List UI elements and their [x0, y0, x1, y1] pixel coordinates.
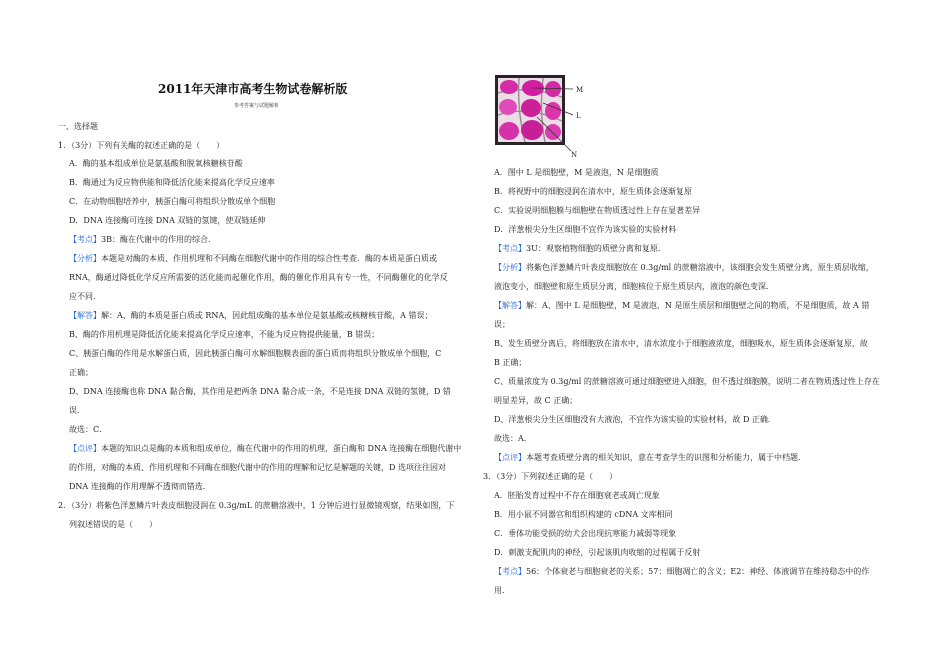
line-text: D．DNA 连接酶可连接 DNA 双链的氢键，使双链延伸 [69, 216, 266, 225]
line-text: A．图中 L 是细胞壁，M 是液泡，N 是细胞质 [494, 168, 659, 177]
section-tag: 【考点】 [494, 244, 526, 253]
line-text: 解：A、图中 L 是细胞壁，M 是液泡，N 是原生质层和细胞壁之间的物质，不是细胞质，故 A 错 [526, 301, 870, 310]
left-line [69, 215, 265, 226]
right-line [494, 452, 806, 463]
line-text: 故选：A． [494, 434, 532, 443]
right-line [494, 186, 692, 197]
line-text: 2．（3分）将紫色洋葱鳞片叶表皮细胞浸润在 0.3g/mL 的蔗糖溶液中，1 分钟后进行显微镜观察，结果如图，下 [58, 501, 455, 510]
line-text: 本题是对酶的本质、作用机理和不同酶在细胞代谢中的作用的综合性考查．酶的本质是蛋白质或 [101, 254, 437, 263]
line-text: 1．（3分）下列有关酶的叙述正确的是（ ） [58, 141, 225, 150]
line-text: 应不同． [69, 292, 101, 301]
line-text: 故选：C． [69, 425, 108, 434]
right-line [494, 414, 776, 425]
line-text: C、胰蛋白酶的作用是水解蛋白质，因此胰蛋白酶可水解细胞膜表面的蛋白质而将组织分散成单个细胞，C [69, 349, 442, 358]
left-line [69, 405, 85, 416]
line-text: 用． [494, 586, 510, 595]
right-line [494, 205, 700, 216]
line-text: C、质量浓度为 0.3g/ml 的蔗糖溶液可通过细胞壁进入细胞，但不透过细胞膜，说明二者在物质透过性上存在 [494, 377, 880, 386]
line-text: 误． [69, 406, 85, 415]
right-line [494, 262, 874, 273]
document-title: 2011年天津市高考生物试卷解析版 [158, 82, 348, 96]
line-text: 3U：观察植物细胞的质壁分离和复原． [526, 244, 666, 253]
line-text: 56：个体衰老与细胞衰老的关系；57：细胞凋亡的含义；E2：神经、体液调节在维持稳态中的作 [526, 567, 870, 576]
line-text: B、酶的作用机理是降低活化能来提高化学反应速率，不能为反应物提供能量，B 错误； [69, 330, 380, 339]
line-text: B 正确； [494, 358, 527, 367]
line-text: B．将视野中的细胞浸润在清水中，原生质体会逐渐复原 [494, 187, 692, 196]
line-text: 3．（3分）下列叙述正确的是（ ） [483, 472, 618, 481]
line-text: B．用小鼠不同器官和组织构建的 cDNA 文库相同 [494, 510, 673, 519]
left-line [69, 177, 275, 188]
line-text: DNA 连接酶的作用理解不透彻而错选． [69, 482, 211, 491]
right-line [494, 433, 532, 444]
line-text: C．垂体功能受损的幼犬会出现抗寒能力减弱等现象 [494, 529, 677, 538]
line-text: D．洋葱根尖分生区细胞不宜作为该实验的实验材料 [494, 225, 677, 234]
section-tag: 【点评】 [69, 444, 101, 453]
line-text: B．酶通过为反应物供能和降低活化能来提高化学反应速率 [69, 178, 275, 187]
left-line [69, 329, 379, 340]
vacuole-5 [521, 99, 541, 117]
section-tag: 【考点】 [494, 567, 526, 576]
right-line [494, 585, 510, 596]
line-text: D．刺激支配肌肉的神经，引起该肌肉收缩的过程属于反射 [494, 548, 701, 557]
section-tag: 【解答】 [69, 311, 101, 320]
vacuole-7 [499, 122, 519, 140]
line-text: A．酶的基本组成单位是氨基酸和脱氧核糖核苷酸 [69, 159, 243, 168]
left-line [69, 291, 101, 302]
left-line [69, 234, 216, 245]
left-line [69, 348, 441, 359]
left-line [69, 462, 446, 473]
line-text: 误； [494, 320, 510, 329]
left-line [69, 158, 243, 169]
vacuole-9 [545, 124, 561, 140]
left-line [69, 386, 451, 397]
left-line [58, 121, 98, 132]
right-line [494, 167, 658, 178]
line-text: C．在动物细胞培养中，胰蛋白酶可将组织分散成单个细胞 [69, 197, 276, 206]
right-line [494, 395, 577, 406]
right-line [494, 281, 774, 292]
line-text: 本题的知识点是酶的本质和组成单位，酶在代谢中的作用的机理，蛋白酶和 DNA 连接酶在细胞代谢中 [101, 444, 462, 453]
section-tag: 【考点】 [69, 235, 101, 244]
right-line [483, 471, 617, 482]
line-text: 正确； [69, 368, 93, 377]
line-text: 本题考查质壁分离的相关知识，意在考查学生的识图和分析能力，属于中档题． [526, 453, 806, 462]
section-tag: 【点评】 [494, 453, 526, 462]
right-line [494, 338, 868, 349]
left-line [69, 481, 211, 492]
section-tag: 【分析】 [494, 263, 526, 272]
left-line [69, 424, 107, 435]
left-line [69, 272, 448, 283]
left-line [69, 310, 432, 321]
label-m: M [576, 86, 584, 94]
section-tag: 【解答】 [494, 301, 526, 310]
line-text: RNA，酶通过降低化学反应所需要的活化能而起催化作用，酶的催化作用具有专一性，不同酶催化的化学反 [69, 273, 448, 282]
right-line [494, 490, 660, 501]
left-line [69, 519, 157, 530]
label-l: L [576, 112, 581, 120]
left-line [69, 196, 275, 207]
left-line [69, 443, 461, 454]
right-line [494, 357, 526, 368]
line-text: 明显差异，故 C 正确； [494, 396, 578, 405]
line-text: C．实验说明细胞膜与细胞壁在物质透过性上存在显著差异 [494, 206, 701, 215]
left-line [58, 500, 454, 511]
line-text: 解：A、酶的本质是蛋白质或 RNA，因此组成酶的基本单位是氨基酸或核糖核苷酸，A 错误； [101, 311, 433, 320]
right-line [494, 300, 869, 311]
vacuole-4 [499, 99, 517, 115]
left-line [58, 140, 224, 151]
right-line [494, 566, 869, 577]
right-line [494, 528, 676, 539]
vacuole-1 [500, 80, 518, 94]
right-line [494, 547, 700, 558]
line-text: A．胚胎发育过程中不存在细胞衰老或凋亡现象 [494, 491, 660, 500]
line-text: 列叙述错误的是（ ） [69, 520, 157, 529]
label-n: N [571, 151, 578, 159]
section-tag: 【分析】 [69, 254, 101, 263]
left-line [69, 367, 93, 378]
line-text: 将紫色洋葱鳞片叶表皮细胞放在 0.3g/ml 的蔗糖溶液中，该细胞会发生质壁分离，原生质层收缩， [526, 263, 874, 272]
right-line [494, 376, 880, 387]
right-line [494, 243, 666, 254]
left-line [69, 253, 437, 264]
right-line [494, 224, 676, 235]
document-subtitle: 参考答案与试题解析 [234, 103, 280, 109]
line-text: D、DNA 连接酶也称 DNA 黏合酶，其作用是把两条 DNA 黏合成一条，不是连接 DNA 双链的氢键，D 错 [69, 387, 451, 396]
line-text: 3B：酶在代谢中的作用的综合． [101, 235, 216, 244]
line-text: 液泡变小，细胞壁和原生质层分离，细胞核位于原生质层内，液泡的颜色变深． [494, 282, 774, 291]
vacuole-8 [521, 120, 543, 140]
right-line [494, 319, 510, 330]
micrograph-figure [495, 75, 615, 160]
right-line [494, 509, 673, 520]
line-text: D、洋葱根尖分生区细胞没有大液泡，不宜作为该实验的实验材料，故 D 正确． [494, 415, 776, 424]
line-text: 的作用，对酶的本质、作用机理和不同酶在细胞代谢中的作用的理解和记忆是解题的关键，D 选项往往因对 [69, 463, 446, 472]
line-text: B、发生质壁分离后，将细胞放在清水中，清水浓度小于细胞液浓度，细胞吸水，原生质体会逐渐复原，故 [494, 339, 868, 348]
line-text: 一、选择题 [58, 122, 98, 131]
